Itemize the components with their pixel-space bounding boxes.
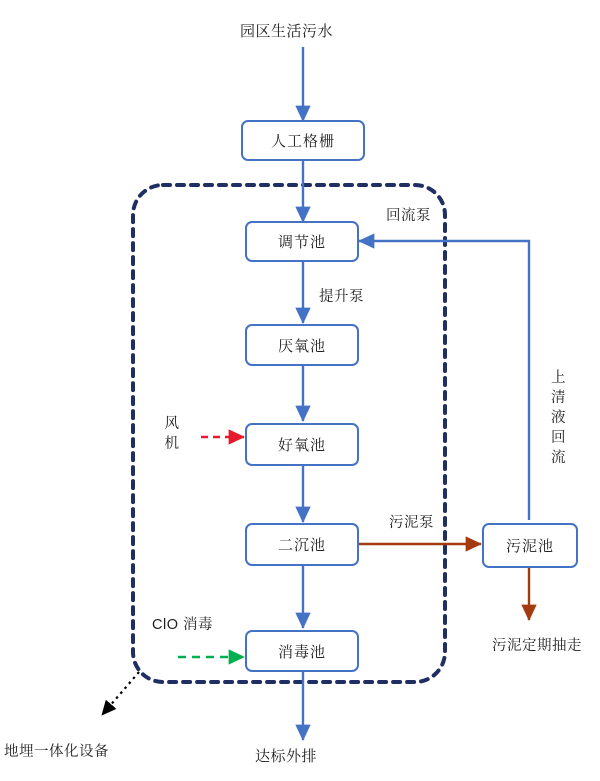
label-supernatant-reflux: 上清液回流: [551, 370, 566, 466]
node-sludge-label: 污泥池: [505, 538, 554, 555]
node-sedimentation-label: 二沉池: [277, 537, 326, 554]
node-disinfection[interactable]: [245, 630, 359, 672]
label-blower: 风机: [164, 416, 180, 452]
label-inflow: 园区生活污水: [240, 23, 334, 40]
label-reflux-pump: 回流泵: [386, 208, 431, 224]
label-sludge-removal: 污泥定期抽走: [492, 638, 582, 654]
node-disinfection-label: 消毒池: [277, 643, 326, 661]
node-regulating[interactable]: [245, 221, 359, 262]
node-regulating-label: 调节池: [277, 234, 326, 251]
node-sedimentation[interactable]: [245, 523, 359, 566]
label-lift-pump: 提升泵: [319, 289, 364, 305]
node-anaerobic-label: 厌氧池: [277, 337, 326, 355]
node-grille[interactable]: [241, 120, 365, 161]
arrow-supernatant-reflux: [359, 241, 529, 520]
node-aerobic[interactable]: [245, 423, 359, 466]
node-aerobic-label: 好氧池: [277, 437, 326, 454]
node-anaerobic[interactable]: [245, 324, 359, 366]
arrow-enclosure-to-buried-label: [102, 672, 139, 715]
label-clo-disinfect: ClO 消毒: [152, 617, 213, 633]
label-outflow: 达标外排: [255, 748, 318, 765]
label-sludge-pump: 污泥泵: [389, 515, 434, 531]
node-sludge[interactable]: [482, 523, 578, 568]
node-grille-label: 人工格栅: [270, 133, 335, 150]
label-buried-equipment: 地埋一体化设备: [4, 744, 109, 760]
